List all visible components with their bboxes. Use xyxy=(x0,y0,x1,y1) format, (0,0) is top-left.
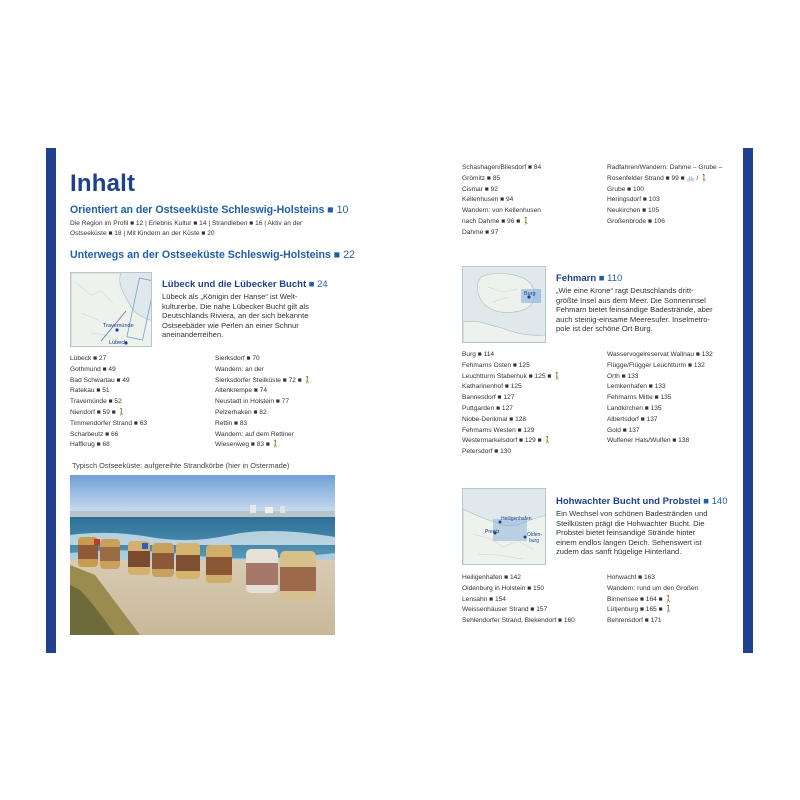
blurb-line: Ein Wechsel von schönen Badestränden und xyxy=(556,509,708,518)
toc-entry[interactable]: Bad Schwartau ■ 49 xyxy=(70,376,130,384)
fehmarn-map xyxy=(462,266,546,343)
chapter-title-label: Hohwachter Bucht und Probstei xyxy=(556,496,701,507)
toc-entry[interactable]: Leuchtturm Staberhuk ■ 125 ■ 🚶 xyxy=(462,372,562,380)
map-label-oldenburg-2: burg xyxy=(529,538,540,544)
toc-entry[interactable]: Grube ■ 100 xyxy=(607,185,644,193)
toc-entry[interactable]: Gothmund ■ 49 xyxy=(70,365,116,373)
toc-entry[interactable]: Puttgarden ■ 127 xyxy=(462,404,513,412)
toc-entry[interactable]: Grömitz ■ 85 xyxy=(462,174,501,182)
toc-entry[interactable]: Burg ■ 114 xyxy=(462,351,495,358)
toc-entry[interactable]: Wulfener Hals/Wulfen ■ 138 xyxy=(607,437,690,445)
toc-entry[interactable]: Bannesdorf ■ 127 xyxy=(462,394,515,402)
fehmarn-places-col2 xyxy=(607,350,713,447)
fehmarn-places-col1 xyxy=(462,350,561,458)
right-page-edge-bar xyxy=(743,148,753,653)
hohwacht-places-col1 xyxy=(462,573,575,627)
toc-entry[interactable]: Wandern: von Kellenhusen xyxy=(462,207,541,215)
hohwacht-places-col2 xyxy=(607,573,698,627)
toc-entry[interactable]: Orth ■ 133 xyxy=(607,372,639,380)
toc-entry[interactable]: Scharbeutz ■ 66 xyxy=(70,430,119,438)
toc-entry[interactable]: Petersdorf ■ 130 xyxy=(462,448,512,456)
map-label-preetz: Preetz xyxy=(485,529,500,535)
toc-entry[interactable]: Altenkrempe ■ 74 xyxy=(215,387,267,395)
toc-entry[interactable]: Gold ■ 137 xyxy=(607,426,640,434)
section-heading-label: Orientiert an der Ostseeküste Schleswig-Holsteins xyxy=(70,204,325,216)
toc-entry[interactable]: Wandern: auf dem Rettiner xyxy=(215,430,294,438)
chapter-title-page: ■ 140 xyxy=(703,496,728,507)
blurb-line: Lübeck als „Königin der Hanse“ ist Welt- xyxy=(162,292,298,301)
section-heading-label: Unterwegs an der Ostseeküste Schleswig-Holsteins xyxy=(70,249,331,261)
blurb-line: aneinanderreihen. xyxy=(162,330,224,340)
section-heading-unterwegs[interactable] xyxy=(70,249,355,261)
continued-places-col1 xyxy=(462,163,541,239)
luebeck-places-col1 xyxy=(70,354,147,451)
toc-entry[interactable]: Neukirchen ■ 105 xyxy=(607,207,659,215)
intro-topic-list xyxy=(70,219,335,239)
section-heading-page: ■ 22 xyxy=(333,249,355,261)
toc-entry[interactable]: Flügge/Flügger Leuchtturm ■ 132 xyxy=(607,361,705,369)
toc-entry[interactable]: Ratekau ■ 51 xyxy=(70,387,110,395)
toc-entry[interactable]: Landkirchen ■ 135 xyxy=(607,404,662,412)
blurb-line: Deutschlands Riviera, an der sich bekannte xyxy=(162,311,309,321)
toc-entry[interactable]: Fehmarns Westen ■ 129 xyxy=(462,426,535,434)
chapter-title-fehmarn[interactable] xyxy=(556,273,622,284)
toc-entry[interactable]: Rosenfelder Strand ■ 99 ■ 🚲 / 🚶 xyxy=(607,174,709,182)
intro-line: Ostseeküste ■ 18 | Mit Kindern an der Küste ■ 20 xyxy=(70,230,215,237)
chapter-title-luebeck[interactable] xyxy=(162,279,328,290)
toc-entry[interactable]: Hohwacht ■ 163 xyxy=(607,574,655,581)
continued-places-col2 xyxy=(607,163,722,228)
toc-entry[interactable]: Travemünde ■ 52 xyxy=(70,398,122,406)
blurb-line: Ostseebäder wie Perlen an einer Schnur xyxy=(162,320,299,330)
toc-entry[interactable]: Schashagen/Bliesdorf ■ 84 xyxy=(462,164,542,171)
toc-entry[interactable]: nach Dahme ■ 96 ■ 🚶 xyxy=(462,217,531,225)
toc-entry[interactable]: Lütjenburg ■ 165 ■ 🚶 xyxy=(607,606,673,614)
blurb-line: Fehmarn bietet feinsandige Badestrände, aber xyxy=(556,305,713,315)
toc-entry[interactable]: Binnensee ■ 164 ■ 🚶 xyxy=(607,595,673,603)
section-heading-page: ■ 10 xyxy=(327,204,349,216)
toc-entry[interactable]: Großenbrode ■ 106 xyxy=(607,217,665,225)
chapter-title-label: Lübeck und die Lübecker Bucht xyxy=(162,279,307,290)
map-label-burg: Burg xyxy=(524,291,536,297)
toc-entry[interactable]: Sehlendorfer Strand, Blekendorf ■ 160 xyxy=(462,617,575,625)
chapter-title-hohwacht[interactable] xyxy=(556,496,728,507)
toc-entry[interactable]: Katharinenhof ■ 125 xyxy=(462,383,522,391)
map-label-luebeck: Lübeck xyxy=(109,340,127,346)
toc-entry[interactable]: Heiligenhafen ■ 142 xyxy=(462,574,521,581)
luebeck-places-col2 xyxy=(215,354,312,451)
toc-entry[interactable]: Timmendorfer Strand ■ 63 xyxy=(70,419,148,427)
toc-entry[interactable]: Niendorf ■ 59 ■ 🚶 xyxy=(70,408,126,416)
blurb-line: Probstei bietet feinsandige Strände hinter xyxy=(556,528,696,538)
map-label-oldenburg-1: Olden- xyxy=(527,532,543,538)
toc-entry[interactable]: Wandern: an der xyxy=(215,365,264,373)
section-heading-orientiert[interactable] xyxy=(70,204,348,216)
toc-entry[interactable]: Fehmarns Osten ■ 125 xyxy=(462,361,530,369)
blurb-line: Steilküsten prägt die Hohwachter Bucht. Die xyxy=(556,518,705,528)
toc-entry[interactable]: Lensahn ■ 154 xyxy=(462,595,506,603)
blurb-line: größte Insel aus dem Meer. Die Sonneninsel xyxy=(556,295,706,305)
toc-entry[interactable]: Cismar ■ 92 xyxy=(462,185,498,193)
toc-entry[interactable]: Neustadt in Holstein ■ 77 xyxy=(215,398,289,406)
blurb-line: kulturerbe. Die nahe Lübecker Bucht gilt als xyxy=(162,301,309,311)
chapter-title-page: ■ 110 xyxy=(598,273,623,284)
toc-entry[interactable]: Wasservogelreservat Wallnau ■ 132 xyxy=(607,351,713,358)
toc-entry[interactable]: Wandern: rund um den Großen xyxy=(607,584,699,592)
page-title: Inhalt xyxy=(70,170,136,197)
toc-entry[interactable]: Behrensdorf ■ 171 xyxy=(607,617,662,625)
toc-entry[interactable]: Westermarkelsdorf ■ 129 ■ 🚶 xyxy=(462,437,552,445)
toc-entry[interactable]: Dahme ■ 97 xyxy=(462,228,499,236)
blurb-line: pole ist der schöne Ort Burg. xyxy=(556,324,653,334)
chapter-blurb-fehmarn xyxy=(556,286,736,334)
toc-entry[interactable]: Sierksdorf ■ 70 xyxy=(215,355,260,362)
blurb-line: auch steinig-einsame Meeresufer. Inselmetro- xyxy=(556,314,711,324)
intro-line: Die Region im Profil ■ 12 | Erlebnis Kultur ■ 14 | Strandleben ■ 16 | Aktiv an der xyxy=(70,220,303,227)
toc-entry[interactable]: Sierksdorfer Steilküste ■ 72 ■ 🚶 xyxy=(215,376,312,384)
toc-entry[interactable]: Kellenhusen ■ 94 xyxy=(462,196,514,204)
toc-entry[interactable]: Rettin ■ 83 xyxy=(215,419,248,427)
chapter-blurb-luebeck xyxy=(162,292,340,340)
toc-entry[interactable]: Niobe-Denkmal ■ 128 xyxy=(462,415,527,423)
chapter-title-page: ■ 24 xyxy=(308,279,328,290)
toc-entry[interactable]: Radfahren/Wandern: Dahme – Grube – xyxy=(607,164,723,171)
toc-entry[interactable]: Heringsdorf ■ 103 xyxy=(607,196,660,204)
beach-photo xyxy=(70,475,335,635)
blurb-line: zudem das sanft hügelige Hinterland. xyxy=(556,547,682,557)
chapter-blurb-hohwacht xyxy=(556,509,736,557)
blurb-line: „Wie eine Krone“ ragt Deutschlands dritt- xyxy=(556,286,694,295)
toc-entry[interactable]: Pelzerhaken ■ 82 xyxy=(215,408,267,416)
toc-entry[interactable]: Lemkenhafen ■ 133 xyxy=(607,383,666,391)
chapter-title-label: Fehmarn xyxy=(556,273,597,284)
toc-entry[interactable]: Lübeck ■ 27 xyxy=(70,355,107,362)
map-label-travemuende: Travemünde xyxy=(103,323,134,329)
toc-entry[interactable]: Haffkrug ■ 68 xyxy=(70,441,110,449)
toc-entry[interactable]: Oldenburg in Holstein ■ 150 xyxy=(462,584,545,592)
toc-entry[interactable]: Weissenhäuser Strand ■ 157 xyxy=(462,606,548,614)
blurb-line: einem endlos langen Deich. Sehenswert ist xyxy=(556,537,702,547)
photo-caption: Typisch Ostseeküste: aufgereihte Strandkörbe (hier in Ostermade) xyxy=(72,461,290,470)
toc-entry[interactable]: Wiesenweg ■ 83 ■ 🚶 xyxy=(215,441,280,449)
map-label-heiligenhafen: Heiligenhafen xyxy=(501,516,532,522)
toc-entry[interactable]: Fehmarns Mitte ■ 135 xyxy=(607,394,672,402)
luebeck-map xyxy=(70,272,152,347)
hohwacht-map xyxy=(462,488,546,565)
toc-entry[interactable]: Albertsdorf ■ 137 xyxy=(607,415,658,423)
left-page-edge-bar xyxy=(46,148,56,653)
